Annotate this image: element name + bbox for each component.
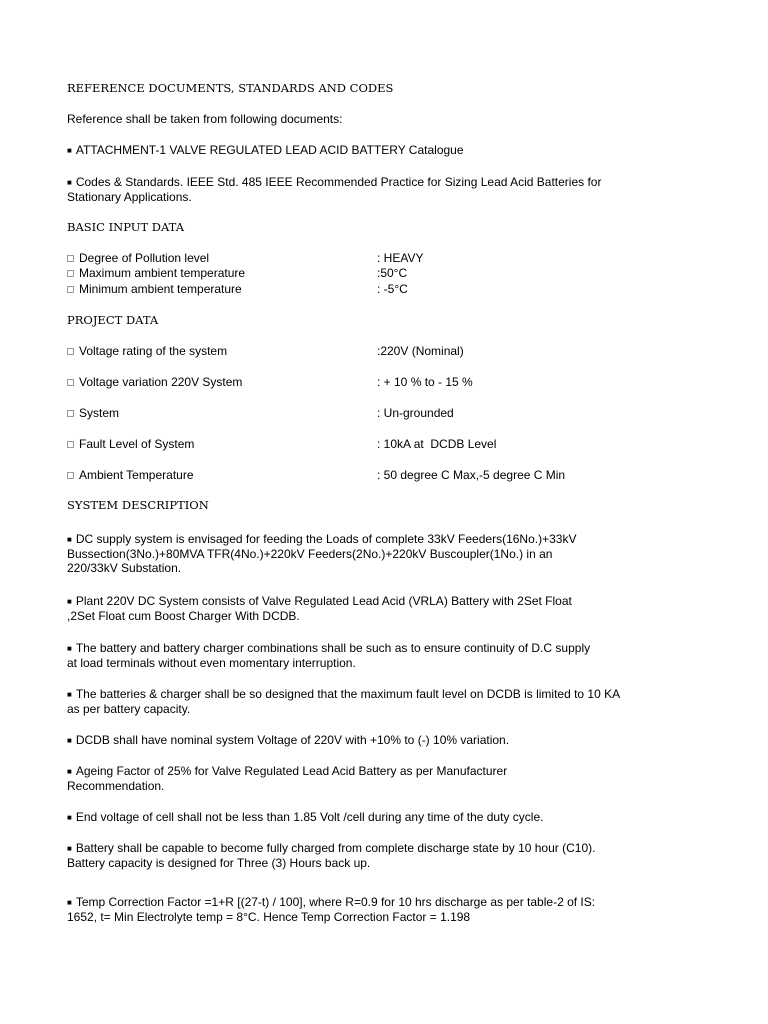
reference-item-text: Codes & Standards. IEEE Std. 485 IEEE Recommended Practice for Sizing Lead Acid Batteries for Stationary Applications. [67, 175, 602, 204]
system-item-text: End voltage of cell shall not be less than 1.85 Volt /cell during any time of the duty cycle. [75, 810, 544, 824]
reference-intro: Reference shall be taken from following documents: [67, 112, 343, 126]
system-item-text: DC supply system is envisaged for feeding the Loads of complete 33kV Feeders(16No.)+33kV Bussection(3No.)+80MVA TFR(4No.)+220kV Feeders(2No.)+220kV Buscoupler(1No.) in an 220/33kV Substation. [67, 532, 577, 575]
row-label: Minimum ambient temperature [79, 282, 242, 296]
checkbox-icon [67, 472, 74, 479]
bullet-icon: ■ [67, 535, 72, 544]
row-label: Degree of Pollution level [79, 251, 210, 265]
row-value: : 10kA at DCDB Level [377, 437, 497, 451]
bullet-icon: ■ [67, 146, 72, 155]
system-item-text: Battery shall be capable to become fully charged from complete discharge state by 10 hour (C10). Battery capacity is designed for Three (3) Hours back up. [67, 841, 596, 870]
reference-item [67, 143, 647, 158]
checkbox-icon [67, 286, 74, 293]
bullet-icon: ■ [67, 178, 72, 187]
checkbox-icon [67, 441, 74, 448]
row-value: : -5°C [377, 282, 408, 296]
row-label: Maximum ambient temperature [79, 266, 246, 280]
bullet-icon: ■ [67, 844, 72, 853]
checkbox-icon [67, 255, 74, 262]
reference-item-text: ATTACHMENT-1 VALVE REGULATED LEAD ACID BATTERY Catalogue [75, 143, 464, 157]
system-item-text: The batteries & charger shall be so designed that the maximum fault level on DCDB is limited to 10 KA as per battery capacity. [67, 687, 620, 716]
system-item [67, 532, 602, 575]
row-value: : Un-grounded [377, 406, 454, 420]
basic-input-heading: BASIC INPUT DATA [67, 220, 185, 234]
row-label: Fault Level of System [79, 437, 195, 451]
system-heading: SYSTEM DESCRIPTION [67, 498, 209, 512]
checkbox-icon [67, 270, 74, 277]
system-item [67, 810, 667, 825]
system-item [67, 764, 567, 793]
bullet-icon: ■ [67, 644, 72, 653]
system-item [67, 895, 627, 924]
row-value: :220V (Nominal) [377, 344, 464, 358]
bullet-icon: ■ [67, 813, 72, 822]
bullet-icon: ■ [67, 767, 72, 776]
system-item-text: Temp Correction Factor =1+R [(27-t) / 100], where R=0.9 for 10 hrs discharge as per table-2 of IS: 1652, t= Min Electrolyte temp = 8°C. Hence Temp Correction Factor = 1.198 [67, 895, 596, 924]
bullet-icon: ■ [67, 690, 72, 699]
row-label: Voltage rating of the system [79, 344, 228, 358]
bullet-icon: ■ [67, 597, 72, 606]
row-value: : + 10 % to - 15 % [377, 375, 473, 389]
row-value: : HEAVY [377, 251, 424, 265]
system-item-text: Ageing Factor of 25% for Valve Regulated Lead Acid Battery as per Manufacturer Recommendation. [67, 764, 508, 793]
system-item-text: The battery and battery charger combinations shall be such as to ensure continuity of D.C supply at load terminals without even momentary interruption. [67, 641, 591, 670]
system-item-text: Plant 220V DC System consists of Valve Regulated Lead Acid (VRLA) Battery with 2Set Float ,2Set Float cum Boost Charger With DCDB. [67, 594, 572, 623]
checkbox-icon [67, 379, 74, 386]
system-item [67, 641, 602, 670]
checkbox-icon [67, 410, 74, 417]
row-label: System [79, 406, 120, 420]
bullet-icon: ■ [67, 898, 72, 907]
system-item [67, 841, 612, 870]
row-label: Voltage variation 220V System [79, 375, 243, 389]
project-heading: PROJECT DATA [67, 313, 159, 327]
reference-heading: REFERENCE DOCUMENTS, STANDARDS AND CODES [67, 81, 394, 95]
checkbox-icon [67, 348, 74, 355]
row-value: : 50 degree C Max,-5 degree C Min [377, 468, 566, 482]
bullet-icon: ■ [67, 736, 72, 745]
row-label: Ambient Temperature [79, 468, 194, 482]
row-value: :50°C [377, 266, 408, 280]
system-item [67, 733, 667, 748]
reference-item [67, 175, 647, 204]
system-item [67, 594, 602, 623]
system-item-text: DCDB shall have nominal system Voltage of 220V with +10% to (-) 10% variation. [75, 733, 510, 747]
system-item [67, 687, 627, 716]
